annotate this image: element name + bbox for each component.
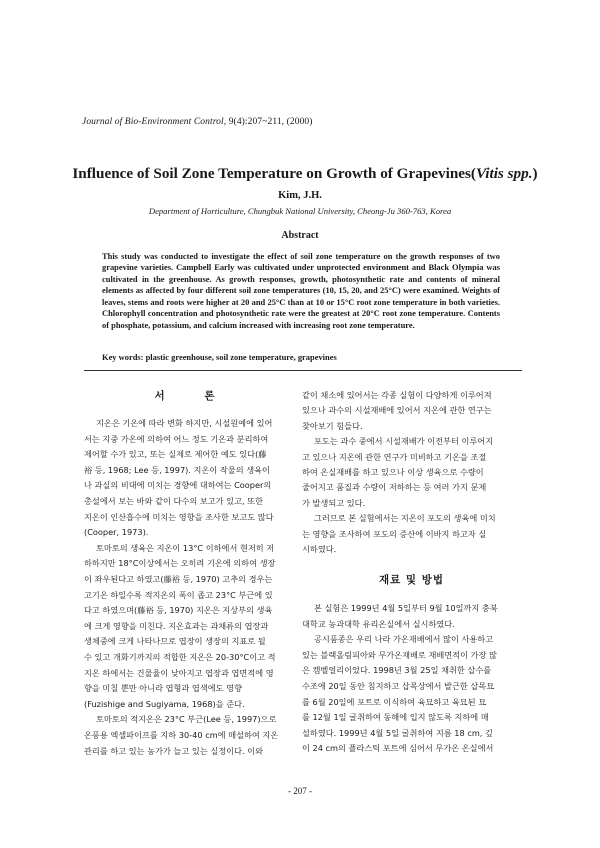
body-text-line: 향을 미칠 뿐만 아니라 엽형과 엽색에도 영향: [84, 683, 242, 694]
body-text-line: 대학교 농과대학 유리온실에서 실시하였다.: [302, 618, 455, 629]
body-text-line: 본 실험은 1999년 4월 5일부터 9월 10일까지 충북: [314, 603, 498, 613]
body-text-line: 지온은 기온에 따라 변화 하지만, 시설원예에 있어: [96, 418, 273, 428]
body-text-line: 공시품종은 우리 나라 가온재배에서 많이 사용하고: [314, 634, 494, 645]
body-text-line: 를 12월 1일 굴취하여 동해에 입지 않도록 지하에 매: [302, 712, 489, 723]
abstract-heading: Abstract: [281, 230, 319, 241]
journal-volume-pages: 9(4):207~211, (2000): [226, 117, 313, 127]
body-text-line: 하여 온실재배를 하고 있으나 이상 생육으로 수량이: [302, 467, 484, 477]
body-text-line: 같이 채소에 있어서는 각종 실험이 다양하게 이루어져: [302, 390, 492, 400]
body-text-line: 그러므로 본 실험에서는 지온이 포도의 생육에 미치: [314, 513, 496, 524]
title-species: Vitis spp.: [475, 165, 533, 182]
body-text-line: 있으나 과수의 시설재배에 있어서 지온에 관한 연구는: [302, 405, 492, 416]
body-text-line: (Cooper, 1973).: [84, 527, 149, 538]
article-title: [70, 165, 540, 183]
page-number: - 207 -: [288, 786, 312, 796]
body-text-line: 설하였다. 1999년 4월 5일 굴취하여 지름 18 cm, 깊: [302, 727, 493, 738]
body-text-line: 시하였다.: [302, 544, 337, 554]
section-divider: [84, 370, 522, 371]
author-name: Kim, J.H.: [278, 190, 322, 201]
body-text-line: 수조에 20일 동안 침지하고 삽목상에서 발근한 삽목묘: [302, 681, 495, 691]
body-text-line: (Fuzishige and Sugiyama, 1968)을 준다.: [84, 698, 245, 709]
body-text-line: 고기온 하일수록 적지온의 폭이 좁고 23°C 부근에 있: [84, 589, 273, 600]
body-text-line: 은 캠벨얼리이었다. 1998년 3월 25일 채취한 삽수를: [302, 665, 492, 676]
abstract-text: This study was conducted to investigate the effect of soil zone temperature on the growth responses of two grapevine varieties. Campbell Early was cultivated under unprotected environment and Black Olympia was cultivated in the greenhouse. As growth responses, growth, photosynthetic rate and contents of mineral elements as affected by four different soil zone temperatures (10, 15, 20, and 25°C) were examined. Weights of leaves, stems and roots were higher at 20 and 25°C than at 10 or 15°C root zone temperature in both varieties. Chlorophyll concentration and photosynthetic rate were the greatest at 20°C root zone temperature. Contents of phosphate, potassium, and calcium increased with increasing root zone temperature.: [102, 251, 500, 330]
body-text-line: 하하지만 18°C이상에서는 오히려 기온에 의하여 생장: [84, 558, 276, 569]
body-text-line: 온풍용 엑셀파이프를 지하 30-40 cm에 매설하여 지온: [84, 730, 279, 740]
body-text-line: 제어할 수가 있고, 또는 실제로 제어한 예도 있다(藤: [84, 449, 267, 460]
body-text-line: 총설에서 보는 바와 같이 다수의 보고가 있고, 또한: [84, 496, 264, 506]
section-heading-materials-methods: 재료 및 방법: [378, 574, 445, 586]
keywords: Key words: plastic greenhouse, soil zone temperature, grapevines: [102, 352, 337, 362]
journal-citation: [82, 117, 313, 127]
body-text-line: 다고 하였으며(藤裕 등, 1970) 지온은 지상부의 생육: [84, 605, 273, 616]
body-text-line: 나 과실의 비대에 미치는 경향에 대하여는 Cooper의: [84, 480, 272, 491]
body-text-line: 수 있고 개화기까지의 적합한 지온은 20-30°C이고 적: [84, 652, 276, 662]
body-text-line: 가 발생되고 있다.: [302, 497, 366, 508]
section-heading-introduction: 서 론: [154, 390, 233, 402]
body-text-line: 생체중에 크게 나타나므로 엽장이 생장의 지표로 될: [84, 636, 266, 647]
body-text-line: 는 영향을 조사하여 포도의 증산에 이바지 하고자 실: [302, 528, 487, 539]
author-affiliation: Department of Horticulture, Chungbuk National University, Cheong-Ju 360-763, Korea: [148, 206, 452, 216]
body-text-line: 토마토의 생육은 지온이 13°C 이하에서 현저히 저: [96, 542, 275, 553]
body-text-line: 지온 하에서는 건물율이 낮아지고 엽장과 엽면적에 영: [84, 667, 274, 678]
body-text-line: 지온이 인산흡수에 미치는 영향을 조사한 보고도 많다: [84, 511, 274, 522]
body-text-line: 찾아보기 힘들다.: [302, 420, 363, 431]
body-text-line: 이 좌우된다고 하였고(藤裕 등, 1970) 고추의 경우는: [84, 574, 273, 584]
body-text-line: 고 있으나 지온에 관한 연구가 미비하고 기온을 조절: [302, 451, 487, 462]
title-main: Influence of Soil Zone Temperature on Growth of Grapevines(: [72, 165, 476, 182]
body-text-line: 서는 지중 가온에 의하여 어느 정도 기온과 분리하여: [84, 433, 269, 444]
body-text-line: 토마토의 적지온은 23°C 부근(Lee 등, 1997)으로: [96, 714, 277, 725]
body-text-line: 를 6월 20일에 포트로 이식하여 육묘하고 육묘된 묘: [302, 696, 487, 707]
body-text-line: 裕 등, 1968; Lee 등, 1997). 지온이 작물의 생육이: [84, 464, 270, 475]
title-end: ): [532, 165, 538, 182]
body-text-line: 관리를 하고 있는 농가가 늘고 있는 실정이다. 이와: [84, 745, 264, 756]
journal-name: Journal of Bio-Environment Control,: [82, 117, 227, 127]
body-text-line: 포도는 과수 중에서 시설재배가 이전부터 이루어지: [314, 436, 494, 447]
body-text-line: 이 24 cm의 플라스틱 포트에 심어서 무가온 온실에서: [302, 743, 494, 754]
body-text-line: 에 크게 영향을 미친다. 지온효과는 과채류의 엽장과: [84, 620, 269, 631]
body-text-line: 있는 블랙올림피아와 무가온재배로 재배면적이 가장 많: [302, 649, 497, 660]
body-text-line: 줄어지고 품질과 수량이 저하하는 등 여러 가지 문제: [302, 482, 487, 493]
